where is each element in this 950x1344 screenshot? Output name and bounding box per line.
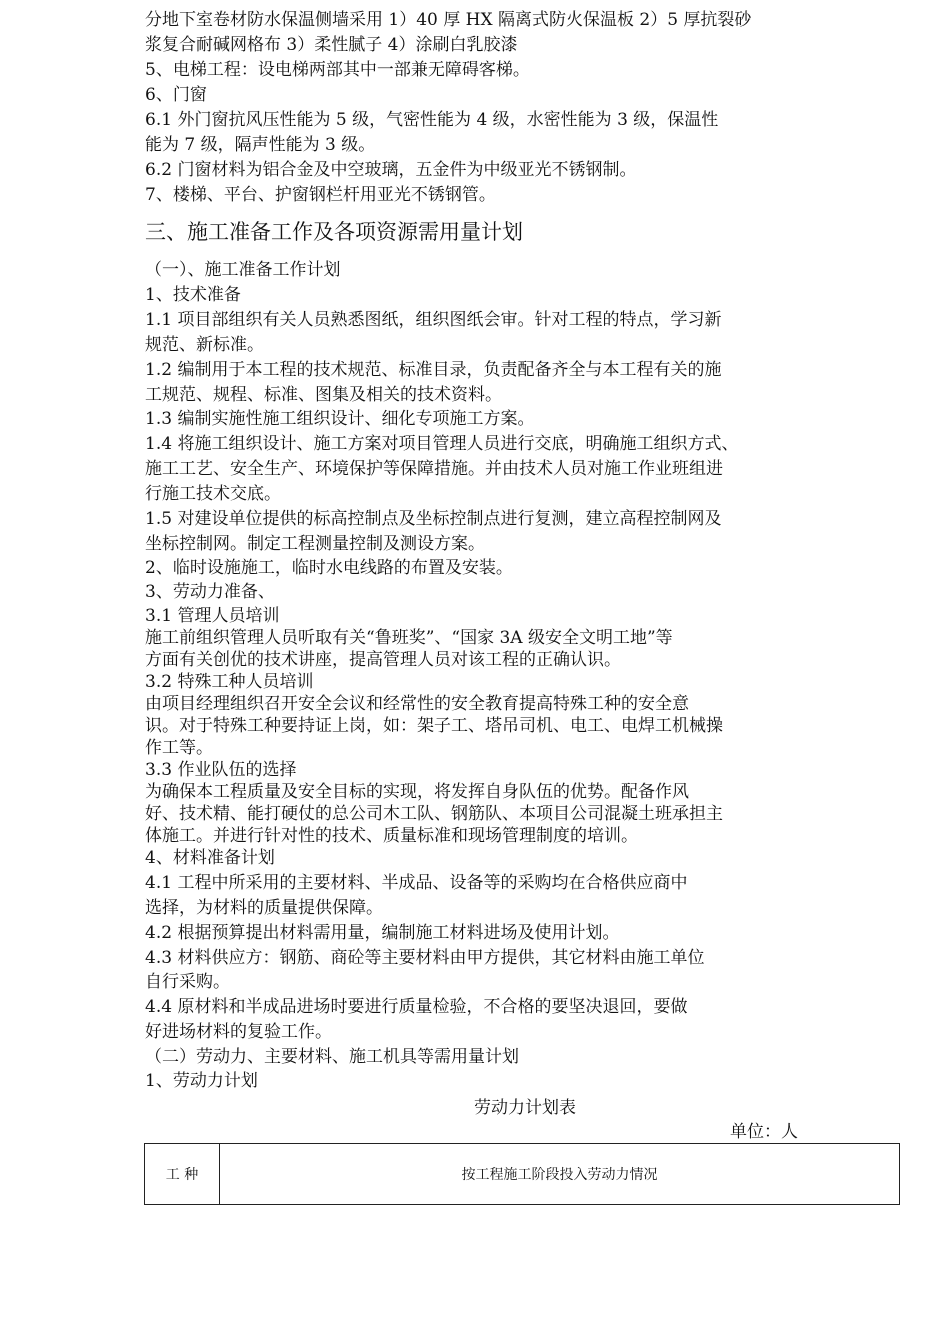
- text-line: 识。对于特殊工种要持证上岗，如：架子工、塔吊司机、电工、电焊工机械操: [145, 716, 723, 736]
- text-line: 规范、新标准。: [145, 335, 264, 355]
- text-line: （一）、施工准备工作计划: [145, 260, 341, 280]
- table-title: 劳动力计划表: [474, 1098, 576, 1118]
- text-line: 为确保本工程质量及安全目标的实现，将发挥自身队伍的优势。配备作风: [145, 782, 689, 802]
- labor-plan-table: [144, 1143, 900, 1205]
- table-header-cell: 工 种: [145, 1144, 220, 1205]
- text-line: 工规范、规程、标准、图集及相关的技术资料。: [145, 385, 502, 405]
- text-line: 好、技术精、能打硬仗的总公司木工队、钢筋队、本项目公司混凝土班承担主: [145, 804, 723, 824]
- text-line: 1.1 项目部组织有关人员熟悉图纸，组织图纸会审。针对工程的特点，学习新: [145, 310, 722, 330]
- section-heading: 三、施工准备工作及各项资源需用量计划: [145, 220, 523, 244]
- text-line: 3.3 作业队伍的选择: [145, 760, 297, 780]
- text-line: 3.1 管理人员培训: [145, 606, 280, 626]
- text-line: 6.2 门窗材料为铝合金及中空玻璃，五金件为中级亚光不锈钢制。: [145, 160, 637, 180]
- text-line: 方面有关创优的技术讲座，提高管理人员对该工程的正确认识。: [145, 650, 621, 670]
- text-line: 体施工。并进行针对性的技术、质量标准和现场管理制度的培训。: [145, 826, 638, 846]
- text-line: 7、楼梯、平台、护窗钢栏杆用亚光不锈钢管。: [145, 185, 496, 205]
- text-line: 分地下室卷材防水保温侧墙采用 1）40 厚 HX 隔离式防火保温板 2）5 厚抗裂砂: [145, 10, 752, 30]
- text-line: 能为 7 级，隔声性能为 3 级。: [145, 135, 376, 155]
- text-line: 选择，为材料的质量提供保障。: [145, 898, 383, 918]
- text-line: 1、技术准备: [145, 285, 241, 305]
- text-line: 6、门窗: [145, 85, 207, 105]
- text-line: 4.4 原材料和半成品进场时要进行质量检验，不合格的要坚决退回，要做: [145, 997, 688, 1017]
- text-line: 4.1 工程中所采用的主要材料、半成品、设备等的采购均在合格供应商中: [145, 873, 688, 893]
- text-line: 4.2 根据预算提出材料需用量，编制施工材料进场及使用计划。: [145, 923, 620, 943]
- text-line: 浆复合耐碱网格布 3）柔性腻子 4）涂刷白乳胶漆: [145, 35, 518, 55]
- text-line: 作工等。: [145, 738, 213, 758]
- text-line: 3.2 特殊工种人员培训: [145, 672, 314, 692]
- text-line: 1.4 将施工组织设计、施工方案对项目管理人员进行交底，明确施工组织方式、: [145, 434, 739, 454]
- table-row: [145, 1144, 900, 1205]
- text-line: 1、劳动力计划: [145, 1071, 258, 1091]
- text-line: 行施工技术交底。: [145, 484, 281, 504]
- text-line: 1.2 编制用于本工程的技术规范、标准目录，负责配备齐全与本工程有关的施: [145, 360, 722, 380]
- text-line: 由项目经理组织召开安全会议和经常性的安全教育提高特殊工种的安全意: [145, 694, 689, 714]
- table-header-cell: 按工程施工阶段投入劳动力情况: [220, 1144, 900, 1205]
- text-line: 施工前组织管理人员听取有关“鲁班奖”、“国家 3A 级安全文明工地”等: [145, 628, 673, 648]
- text-line: 自行采购。: [145, 972, 230, 992]
- text-line: 4.3 材料供应方：钢筋、商砼等主要材料由甲方提供，其它材料由施工单位: [145, 948, 705, 968]
- text-line: 3、劳动力准备、: [145, 582, 275, 602]
- text-line: 6.1 外门窗抗风压性能为 5 级，气密性能为 4 级，水密性能为 3 级，保温性: [145, 110, 719, 130]
- text-line: 1.5 对建设单位提供的标高控制点及坐标控制点进行复测，建立高程控制网及: [145, 509, 722, 529]
- unit-label: 单位：人: [730, 1122, 798, 1142]
- text-line: 坐标控制网。制定工程测量控制及测设方案。: [145, 534, 485, 554]
- text-line: 施工工艺、安全生产、环境保护等保障措施。并由技术人员对施工作业班组进: [145, 459, 723, 479]
- text-line: 5、电梯工程：设电梯两部其中一部兼无障碍客梯。: [145, 60, 530, 80]
- text-line: （二）劳动力、主要材料、施工机具等需用量计划: [145, 1047, 519, 1067]
- text-line: 好进场材料的复验工作。: [145, 1022, 332, 1042]
- text-line: 4、材料准备计划: [145, 848, 275, 868]
- text-line: 2、临时设施施工，临时水电线路的布置及安装。: [145, 558, 513, 578]
- text-line: 1.3 编制实施性施工组织设计、细化专项施工方案。: [145, 409, 535, 429]
